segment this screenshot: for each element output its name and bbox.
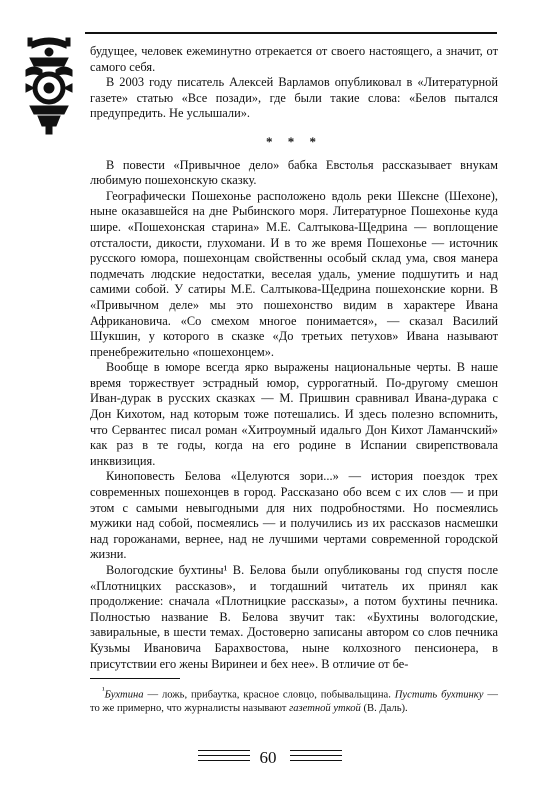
paragraph: В повести «Привычное дело» бабка Евстолья рассказывает внукам любимую пошехонскую сказку. bbox=[90, 157, 498, 188]
footer-rule bbox=[290, 755, 342, 756]
paragraph: Вологодские бухтины¹ В. Белова были опубликованы год спустя после «Плотницких рассказов», и тогдашний читатель их принял как продолжение: сначала «Плотницкие рассказы», а потом бухтины печника. Полностью название В. Белова звучит так: «Бухтины вологодские, завиральные, в шести темах. Достоверно записаны автором со слов печника Кузьмы Ивановича Барахвостова, ныне колхозного пенсионера, в присутствии его жены Виринеи и бех нее». В отличие от бе- bbox=[90, 563, 498, 671]
footer-rule bbox=[198, 760, 250, 761]
header-rule bbox=[85, 32, 497, 34]
footnote-term: Бухтина bbox=[104, 689, 144, 701]
footer-rule bbox=[198, 755, 250, 756]
footnote-source: (В. Даль). bbox=[360, 703, 408, 715]
footnote-quote2: газетной уткой bbox=[289, 703, 361, 715]
folk-ornament-icon bbox=[24, 36, 74, 136]
footnote-definition: — ложь, прибаутка, красное словцо, побывальщина. bbox=[143, 689, 395, 701]
main-text bbox=[90, 44, 498, 672]
footnote bbox=[90, 684, 498, 716]
paragraph: будущее, человек ежеминутно отрекается от своего настоящего, а значит, от самого себя. bbox=[90, 44, 498, 74]
footer-rule bbox=[198, 750, 250, 751]
paragraph: Географически Пошехонье расположено вдоль реки Шексне (Шехоне), ныне оказавшейся на дне Рыбинского моря. Литературное Пошехонье куда шире. «Пошехонская старина» М.Е. Салтыкова-Щедрина — воплощение отсталости, дикости, глухомани. И в то же время Пошехонье — источник русского юмора, пошехонцам свойственны особый склад ума, своя манера подмечать людские недостатки, веселая удаль, умение подшутить и над самими собой. У сатиры М.Е. Салтыкова-Щедрина пошехонские корни. В «Привычном деле» мы это пошехонство видим в характере Ивана Африкановича. «Со смехом многое понимается», — сказал Василий Шукшин, у которого в сказке «До третьих петухов» Ивана называют пренебрежительно «пошехонцем». bbox=[90, 188, 498, 359]
footnote-rule bbox=[90, 678, 180, 679]
footer-rule bbox=[290, 750, 342, 751]
footnote-middle: — то же примерно, что журналисты называют bbox=[90, 689, 498, 715]
footnote-marker: ¹ bbox=[102, 685, 105, 695]
footer-rule bbox=[290, 760, 342, 761]
paragraph: В 2003 году писатель Алексей Варламов опубликовал в «Литературной газете» статью «Все позади», где были такие слова: «Белов пытался предупредить. Не услышали». bbox=[90, 75, 498, 121]
section-separator: * * * bbox=[266, 133, 322, 149]
footnote-quote: Пустить бухтинку bbox=[394, 689, 484, 701]
page-number: 60 bbox=[259, 748, 277, 767]
paragraph: Вообще в юморе всегда ярко выражены национальные черты. В наше время торжествует эстрадный юмор, суррогатный. По-другому смешон Иван-дурак в русских сказках — М. Пришвин сравнивал Ивана-дурака с Дон Кихотом, над которым тоже потешались. И здесь полезно вспомнить, что Сервантес писал роман «Хитроумный идальго Дон Кихот Ламанчский» как раз в те годы, когда на его родине в Испании свирепствовала инквизиция. bbox=[90, 360, 498, 468]
paragraph: Киноповесть Белова «Целуются зори...» — история поездок трех современных пошехонцев в город. Рассказано обо всем с их слов — и при этом с самыми невыгодными для них подробностями. Но посмеялись мужики над собой, посмеялись — и получились из их рассказов насмешки над горожанами, вернее, над не лучшими чертами современной городской жизни. bbox=[90, 469, 498, 562]
